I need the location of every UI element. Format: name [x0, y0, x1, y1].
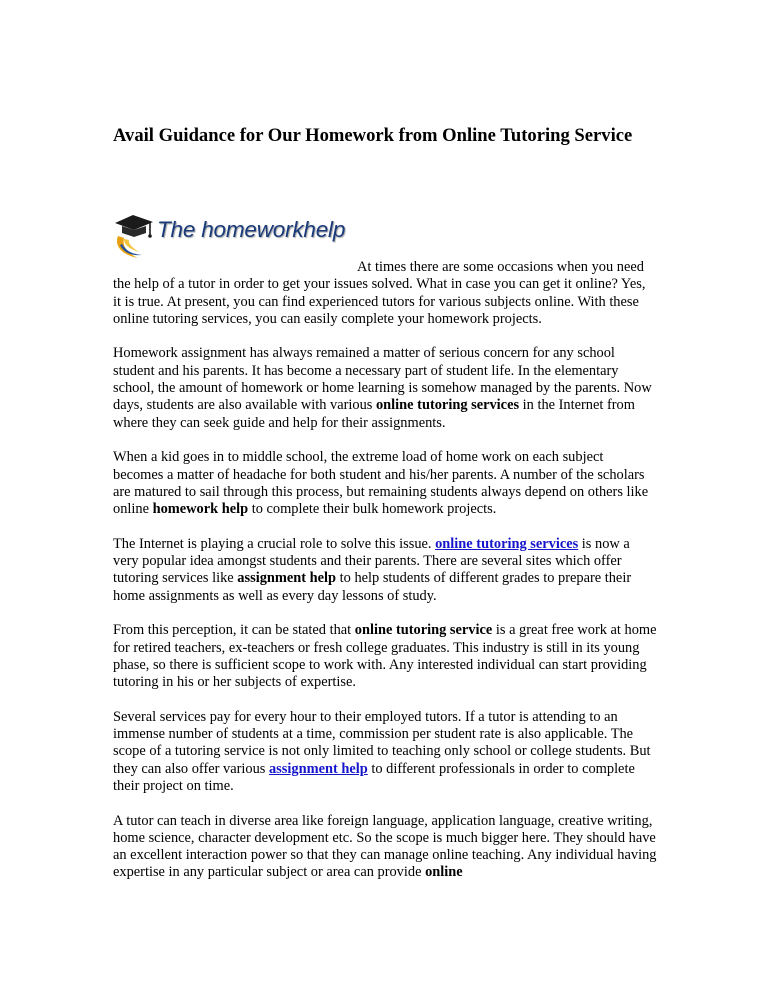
bold-keyword: online tutoring services: [375, 397, 520, 414]
paragraph-text: A tutor can teach in diverse area like foreign language, application language, creative writing, home science, character development etc. So the scope is much bigger here. They should have an excellent interaction power so that they can manage online teaching. Any individual having expertise in any particular subject or area can provide: [113, 812, 657, 881]
paragraph-text: When a kid goes in to middle school, the extreme load of home work on each subject becomes a matter of headache for both student and his/her parents. A number of the scholars are matured to sail through this process, but remaining students always depend on others like online: [113, 449, 649, 518]
bold-keyword: online tutoring service: [354, 622, 493, 639]
graduation-cap-icon: [112, 211, 158, 261]
paragraph-5: [113, 622, 657, 691]
paragraph-7: [113, 813, 657, 882]
paragraph-text: in the Internet from where they can seek guide and help for their assignments.: [113, 397, 635, 431]
bold-keyword: homework help: [152, 501, 249, 518]
logo-text: The homeworkhelp: [157, 217, 346, 242]
paragraph-text: At times there are some occasions when you need the help of a tutor in order to get your issues solved. What in case you can get it online? Yes, it is true. At present, you can find experienced tutors for various subjects online. With these online tutoring services, you can easily complete your homework projects.: [113, 259, 646, 327]
paragraph-text: to complete their bulk homework projects.: [248, 501, 497, 518]
paragraph-text: Several services pay for every hour to their employed tutors. If a tutor is attending to an immense number of students at a time, commission per student rate is also applicable. The scope of a tutoring service is not only limited to teaching only school or college students. But they can also offer various: [113, 708, 651, 777]
paragraph-text: The Internet is playing a crucial role to solve this issue.: [113, 535, 436, 552]
paragraph-4: [113, 536, 657, 605]
paragraph-text: to help students of different grades to prepare their home assignments as well as every day lessons of study.: [113, 570, 632, 604]
online-tutoring-services-link[interactable]: online tutoring services: [435, 535, 579, 552]
bold-keyword: assignment help: [237, 570, 337, 587]
paragraph-3: [113, 449, 657, 518]
paragraph-text: is a great free work at home for retired teachers, ex-teachers or fresh college graduates. This industry is still in its young phase, so there is sufficient scope to work with. Any interested individual can start providing tutoring in his or her subjects of expertise.: [113, 622, 657, 691]
paragraph-text: is now a very popular idea amongst students and their parents. There are several sites which offer tutoring services like: [113, 535, 630, 587]
article-body: [113, 259, 657, 899]
assignment-help-link[interactable]: assignment help: [268, 760, 368, 777]
homeworkhelp-logo: [112, 211, 348, 261]
page-title: Avail Guidance for Our Homework from Online Tutoring Service: [113, 125, 633, 146]
bold-keyword: online: [425, 864, 463, 881]
paragraph-1: [113, 259, 657, 328]
paragraph-6: [113, 709, 657, 795]
paragraph-text: Homework assignment has always remained a matter of serious concern for any school student and his parents. It has become a necessary part of student life. In the elementary school, the amount of homework or home learning is somehow managed by the parents. Now days, students are also available with various: [113, 345, 652, 414]
paragraph-text: to different professionals in order to complete their project on time.: [113, 760, 635, 794]
paragraph-text: From this perception, it can be stated that: [113, 622, 355, 639]
paragraph-2: [113, 345, 657, 431]
